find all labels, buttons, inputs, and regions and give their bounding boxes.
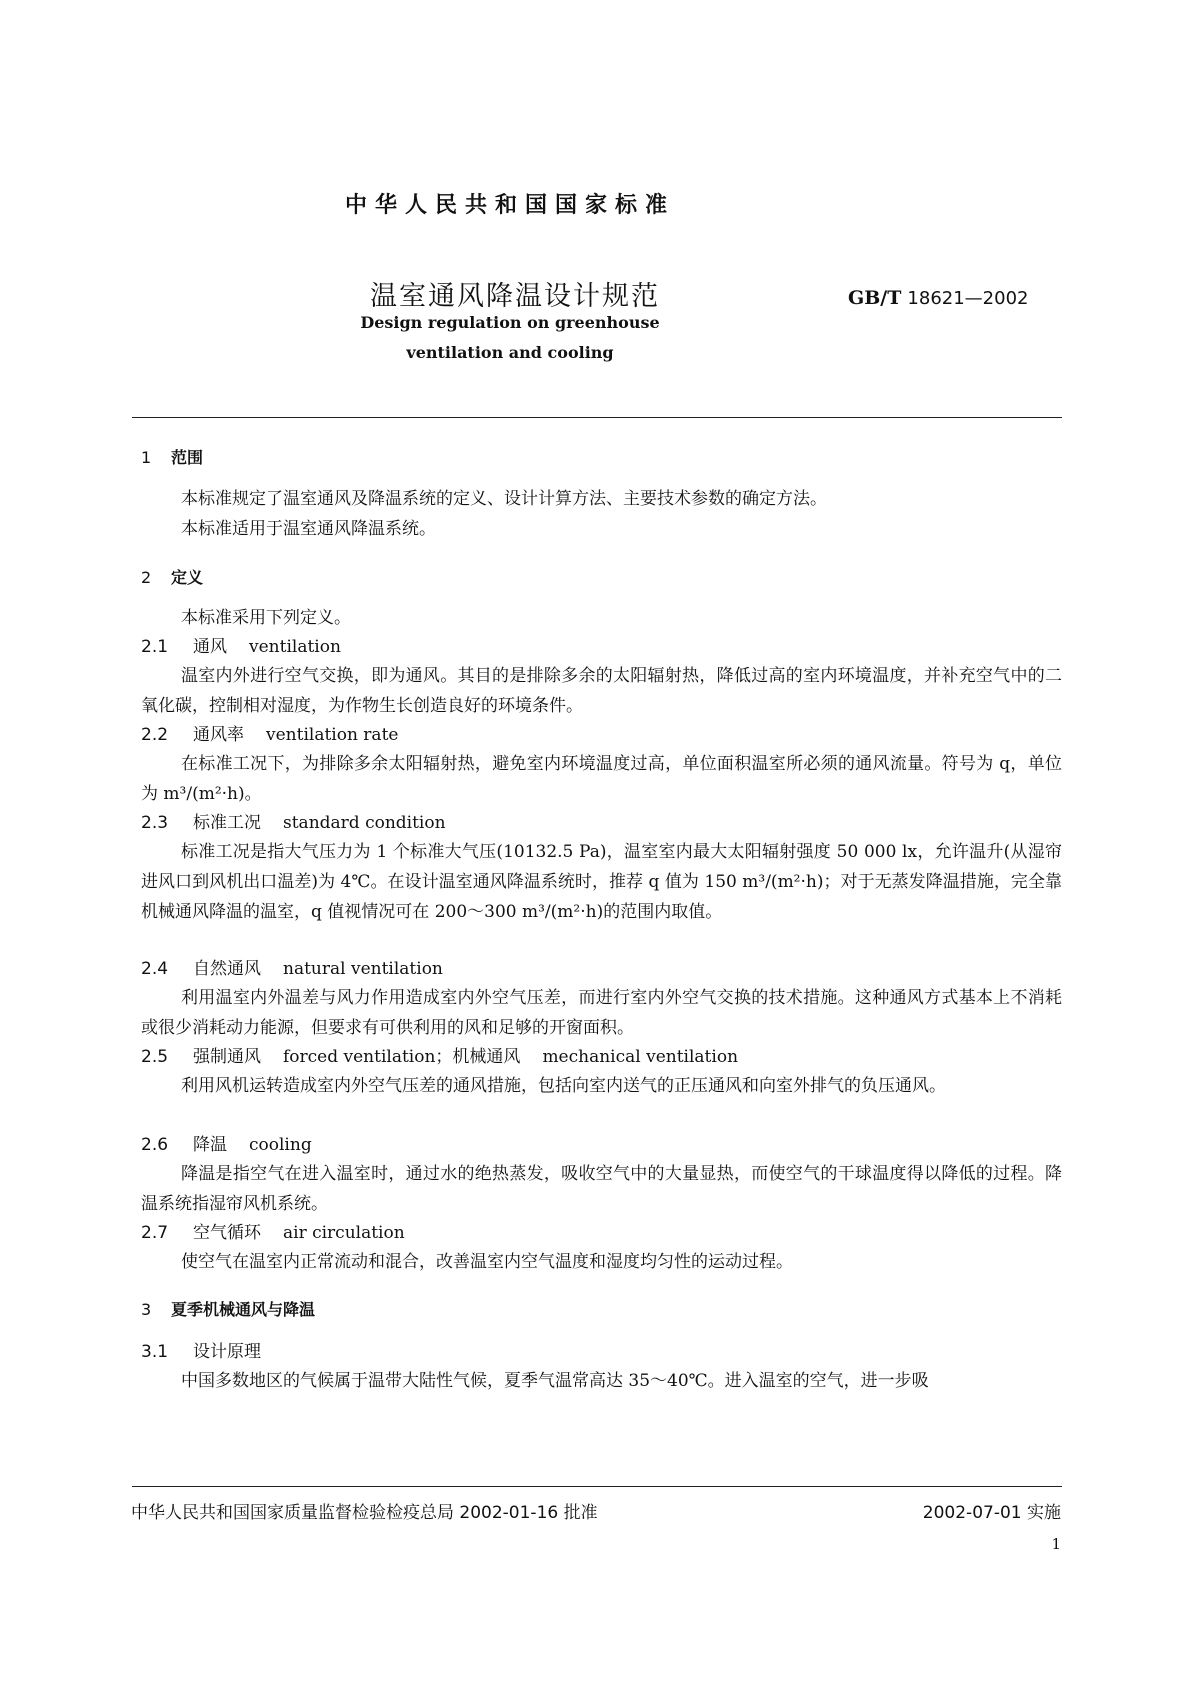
term-en: air circulation [283,1223,405,1243]
term-en: natural ventilation [283,959,443,979]
term-number: 3.1 [141,1342,169,1362]
term-en: cooling [249,1135,312,1155]
term-cn: 自然通风 [193,959,261,979]
paragraph: 本标准采用下列定义。 [181,608,351,628]
term-en-alt: mechanical ventilation [542,1047,739,1067]
footer-divider [132,1486,1062,1487]
effective-date: 2002-07-01 实施 [922,1503,1061,1523]
term-3-1 [141,1337,261,1362]
definition: 温室内外进行空气交换，即为通风。其目的是排除多余的太阳辐射热，降低过高的室内环境温度，并补充空气中的二氧化碳，控制相对湿度，为作物生长创造良好的环境条件。 [141,666,1062,716]
section-number: 3 [141,1300,152,1319]
paragraph: 中国多数地区的气候属于温带大陆性气候，夏季气温常高达 35～40℃。进入温室的空气，进一步吸 [181,1371,929,1391]
term-number: 2.6 [141,1135,169,1155]
term-cn: 通风 [193,637,227,657]
section-number: 2 [141,568,152,587]
term-number: 2.2 [141,725,169,745]
term-number: 2.4 [141,959,169,979]
paragraph: 本标准适用于温室通风降温系统。 [181,519,436,539]
term-cn: 强制通风 [193,1047,261,1067]
term-2-6 [141,1130,312,1155]
section-1-heading [141,445,203,468]
term-cn: 空气循环 [193,1223,261,1243]
definition: 使空气在温室内正常流动和混合，改善温室内空气温度和湿度均匀性的运动过程。 [181,1252,793,1272]
term-number: 2.3 [141,813,169,833]
header-divider [132,417,1062,418]
term-2-1 [141,632,341,657]
term-number: 2.5 [141,1047,169,1067]
term-number: 2.1 [141,637,169,657]
section-title: 夏季机械通风与降温 [171,1300,316,1319]
term-cn: 通风率 [193,725,244,745]
definition: 在标准工况下，为排除多余太阳辐射热，避免室内环境温度过高，单位面积温室所必须的通风流量。符号为 q，单位为 m³/(m²·h)。 [141,754,1062,804]
term-en: ventilation rate [266,725,399,745]
document-title-en-line2: ventilation and cooling [406,343,614,362]
standard-code: 18621—2002 [907,288,1029,309]
term-en: ventilation [249,637,341,657]
term-cn: 标准工况 [193,813,261,833]
term-2-4 [141,954,443,979]
term-2-2 [141,720,398,745]
definition: 标准工况是指大气压力为 1 个标准大气压(10132.5 Pa)，温室室内最大太阳辐射强度 50 000 lx，允许温升(从湿帘进风口到风机出口温差)为 4℃。在设计温室通风降温系统时，推荐 q 值为 150 m³/(m²·h)；对于无蒸发降温措施，完全靠机械通风降温的温室，q 值视情况可在 200～300 m³/(m²·h)的范围内取值。 [141,842,1062,922]
page-number: 1 [1051,1535,1061,1553]
term-cn: 降温 [193,1135,227,1155]
definition: 降温是指空气在进入温室时，通过水的绝热蒸发，吸收空气中的大量显热，而使空气的干球温度得以降低的过程。降温系统指湿帘风机系统。 [141,1164,1062,1214]
section-title: 定义 [171,568,204,587]
document-title-en-line1: Design regulation on greenhouse [360,313,660,332]
standard-prefix: GB/T [848,287,902,309]
term-en: forced ventilation；机械通风 [283,1047,521,1067]
standard-number [848,287,1029,309]
section-2-heading [141,565,203,588]
section-3-heading [141,1297,315,1320]
section-number: 1 [141,448,152,467]
term-en: standard condition [283,813,446,833]
term-2-5 [141,1042,738,1067]
national-standard-heading: 中华人民共和国国家标准 [344,193,675,218]
approval-statement: 中华人民共和国国家质量监督检验检疫总局 2002-01-16 批准 [131,1503,598,1523]
definition: 利用风机运转造成室内外空气压差的通风措施，包括向室内送气的正压通风和向室外排气的负压通风。 [181,1076,946,1096]
term-2-7 [141,1218,405,1243]
document-title-cn: 温室通风降温设计规范 [370,281,660,312]
paragraph: 本标准规定了温室通风及降温系统的定义、设计计算方法、主要技术参数的确定方法。 [181,489,827,509]
term-cn: 设计原理 [193,1342,261,1362]
term-2-3 [141,808,446,833]
definition: 利用温室内外温差与风力作用造成室内外空气压差，而进行室内外空气交换的技术措施。这种通风方式基本上不消耗或很少消耗动力能源，但要求有可供利用的风和足够的开窗面积。 [141,988,1062,1038]
term-number: 2.7 [141,1223,169,1243]
section-title: 范围 [171,448,204,467]
